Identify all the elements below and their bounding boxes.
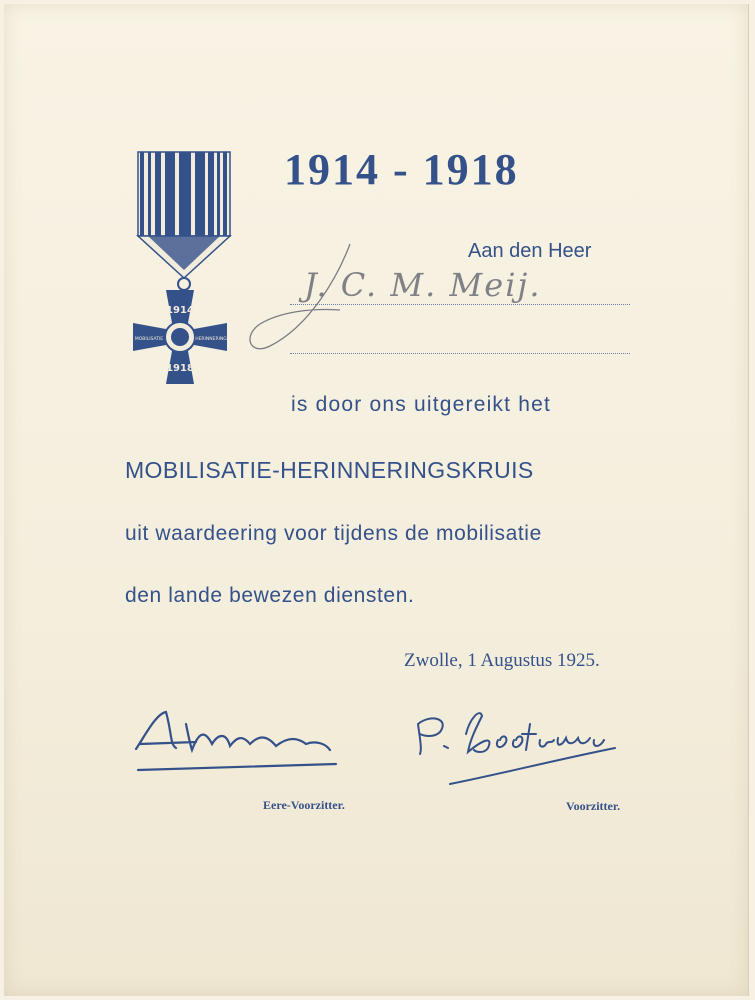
medal-inscription-left: MOBILISATIE [134,337,164,342]
medal-inscription-top: 1914 [166,305,194,316]
medal-icon [128,150,232,390]
signature-left [126,704,346,784]
recipient-name: J. C. M. Meij. [304,266,542,304]
salutation: Aan den Heer [468,240,592,262]
signatory-left-role: Eere-Voorzitter. [263,798,345,812]
signature-right [410,704,630,794]
pencil-flourish [240,236,360,356]
years-heading: 1914 - 1918 [284,145,519,194]
decoration-title: MOBILISATIE-HERINNERINGSKRUIS [125,457,534,483]
line-awarded: is door ons uitgereikt het [291,393,551,416]
line-appreciation: uit waardeering voor tijdens de mobilisatie [125,522,542,545]
signatory-right-role: Voorzitter. [566,799,621,813]
place-date: Zwolle, 1 Augustus 1925. [404,650,600,671]
certificate-page [4,4,749,996]
cross [133,290,227,384]
line-services: den lande bewezen diensten. [125,584,415,607]
medal-inscription-bottom: 1918 [166,363,194,374]
medal-inscription-right: HERINNERING [195,337,227,342]
ribbon [138,152,230,278]
